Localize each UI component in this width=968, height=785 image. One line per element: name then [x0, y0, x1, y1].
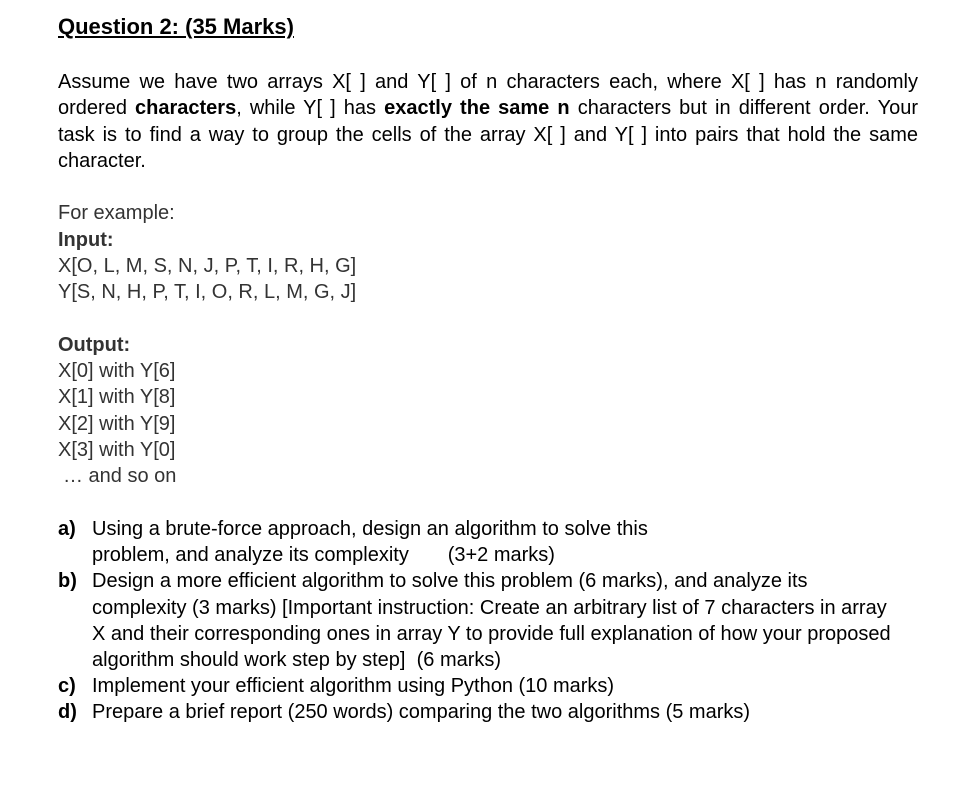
question-letter: d): [58, 701, 77, 724]
input-x-array: X[O, L, M, S, N, J, P, T, I, R, H, G]: [58, 255, 357, 277]
intro-text-2: , while Y[ ] has: [236, 97, 385, 120]
question-title: Question 2: (35 Marks): [58, 14, 294, 39]
output-line: X[3] with Y[0]: [58, 439, 176, 461]
intro-bold-2: exactly the same n: [384, 97, 570, 120]
intro-bold-1: characters: [135, 97, 237, 120]
question-text: Design a more efficient algorithm to solve this problem (6 marks), and analyze its complexity (3 marks) [Important instruction: Create an arbitrary list of 7 characters in array X and their corresponding ones in array Y to provide full explanation of how your proposed algorithm should work step by step] (6 marks): [92, 570, 891, 672]
output-label: Output:: [58, 334, 131, 356]
problem-statement: [58, 69, 918, 174]
question-letter: a): [58, 518, 76, 540]
input-label: Input:: [58, 229, 114, 251]
question-item-c: [58, 673, 920, 699]
example-heading: For example:: [58, 202, 175, 224]
output-line: X[1] with Y[8]: [58, 386, 176, 408]
question-letter: c): [58, 675, 76, 698]
question-item-b: [58, 568, 898, 673]
question-letter: b): [58, 570, 77, 593]
question-text: Prepare a brief report (250 words) comparing the two algorithms (5 marks): [92, 701, 751, 724]
output-line: X[0] with Y[6]: [58, 360, 176, 382]
question-text: Using a brute-force approach, design an algorithm to solve this problem, and analyze its complexity (3+2 marks): [92, 518, 648, 567]
output-line: X[2] with Y[9]: [58, 413, 176, 435]
question-list: [58, 516, 920, 726]
output-ellipsis: … and so on: [63, 465, 177, 487]
question-text: Implement your efficient algorithm using Python (10 marks): [92, 675, 615, 698]
question-item-d: [58, 699, 920, 725]
intro-text-1: Assume we have two arrays X[ ] and Y[ ] of n characters each, where X[ ] has n randomly ordered: [58, 71, 918, 120]
input-y-array: Y[S, N, H, P, T, I, O, R, L, M, G, J]: [58, 281, 357, 303]
question-item-a: [58, 516, 692, 568]
intro-text-3: characters but in different order. Your task is to find a way to group the cells of the array X[ ] and Y[ ] into pairs that hold the same character.: [58, 97, 918, 172]
